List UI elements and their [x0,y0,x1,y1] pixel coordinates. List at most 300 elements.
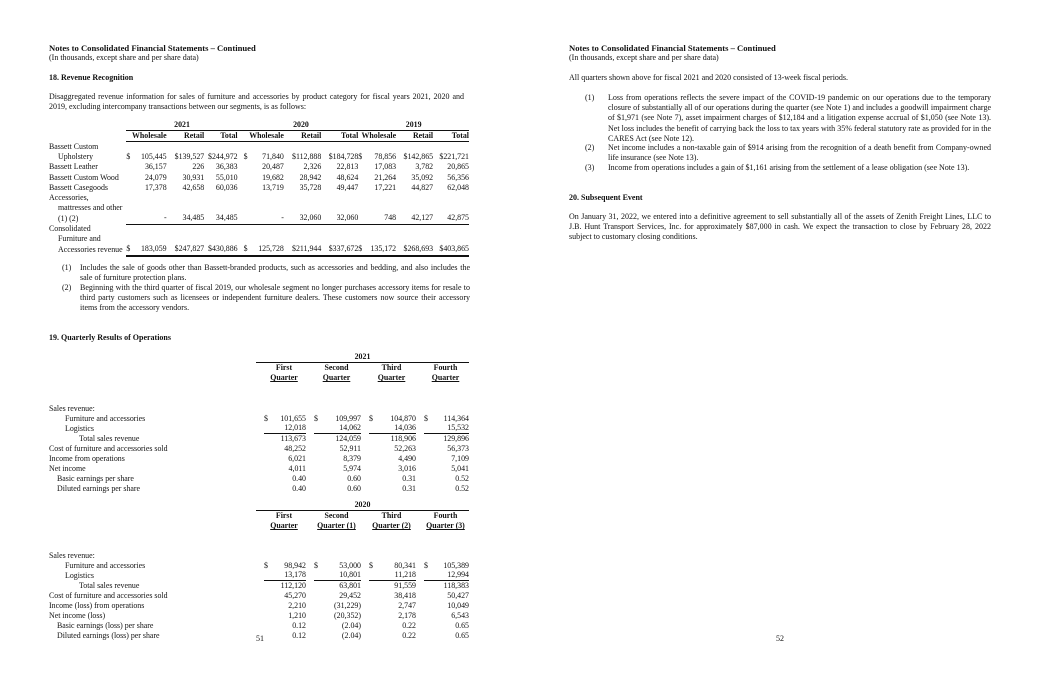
quarter-header [361,521,416,531]
quarterly-cell [361,551,416,561]
quarterly-row [49,581,469,591]
spacer [49,352,256,363]
quarterly-cell-value: 2,210 [288,601,306,611]
quarterly-cell [256,423,306,434]
quarterly-cell [361,423,416,434]
rev-cell-value: 42,875 [447,213,469,223]
quarterly-cell-value: 0.31 [402,473,416,483]
rev-cell [167,203,205,213]
quarterly-cell [361,570,416,581]
rev-cell [358,152,396,162]
rev-cell [358,173,396,183]
rev-cell-value: $184,728 [328,152,359,162]
quarterly-cell-value: 50,427 [447,591,469,601]
quarterly-row [49,434,469,444]
quarterly-cell-value: 45,270 [284,591,306,601]
cell-inner [424,631,469,641]
footnote-text: Beginning with the third quarter of fiscal 2019, our wholesale segment no longer purchases accessory items for resale to third party customers such as licensees or independent furniture dealers. These customers now source their accessory items from the accessory vendors. [80,283,470,313]
quarterly-cell [256,561,306,571]
quarterly-cell [361,474,416,484]
rev-cell-value: 71,840 [262,152,284,162]
rev-cell [126,152,166,162]
quarterly-cell-value: 56,373 [447,444,469,454]
quarter-header-text: Quarter [322,373,351,383]
quarter-header-text: Second [324,363,349,373]
cell-inner [369,581,416,591]
quarterly-cell [361,414,416,424]
rev-table-row [49,152,469,162]
rev-cell [433,244,469,255]
quarterly-cell [361,561,416,571]
quarterly-footnote-3 [585,163,991,173]
quarterly-row [49,621,469,631]
rev-cell [284,152,321,162]
quarterly-cell-value: 0.60 [347,473,361,483]
cell-inner [264,464,306,474]
cell-inner [314,414,361,424]
rev-cell [433,224,469,234]
quarterly-cell [416,444,469,454]
quarterly-cell [306,414,361,424]
rev-cell [204,183,243,193]
rev-cell-value: 3,782 [415,162,434,172]
rev-cell [204,203,243,213]
rev-cell-value: 49,447 [336,182,359,192]
quarterly-cell-value: 52,911 [339,444,361,454]
rev-row-label: Accessories, [49,192,89,202]
quarterly-cell-value: 129,896 [443,434,469,444]
quarterly-cell [256,601,306,611]
rev-col-header: Wholesale [126,131,166,142]
left-header-subtitle: (In thousands, except share and per share data) [49,53,199,62]
footnote-text: Income from operations includes a gain of $1,161 arising from the settlement of a lease obligation (see Note 13). [608,163,970,172]
right-header-title: Notes to Consolidated Financial Statements – Continued [569,43,776,53]
dollar-sign: $ [358,244,363,254]
quarter-header [306,521,361,531]
right-page [520,0,1040,673]
rev-cell [358,162,396,172]
rev-cell [126,173,166,183]
quarterly-cell-value: (2.04) [341,620,361,630]
cell-inner [424,611,469,621]
rev-cell [284,142,321,152]
rev-cell [396,213,433,224]
cell-inner [314,611,361,621]
cell-inner [314,570,361,581]
quarterly-cell [256,591,306,601]
cell-inner [264,631,306,641]
quarterly-cell-value: (31,229) [334,601,361,611]
quarterly-cell [306,484,361,494]
rev-cell-value: 183,059 [140,244,167,254]
rev-cell [396,173,433,183]
quarter-header-text: Second [324,511,349,521]
quarterly-cell [361,621,416,631]
section-19-title: 19. Quarterly Results of Operations [49,333,171,342]
quarterly-cell [306,570,361,581]
spacer [49,500,256,511]
rev-cell-value: $430,886 [208,244,238,254]
quarter-header-text: Quarter [431,373,460,383]
quarterly-cell [306,601,361,611]
quarterly-cell-value: 105,389 [443,560,469,570]
cell-inner [369,621,416,631]
rev-cell [167,183,205,193]
quarterly-cell-value: 15,532 [447,423,469,433]
rev-col-header: Wholesale [244,131,284,142]
cell-inner [314,591,361,601]
rev-cell [396,224,433,234]
rev-row-label: Bassett Custom [49,141,99,151]
rev-cell-value: 48,624 [336,172,359,182]
footnote-marker: (3) [585,163,595,172]
quarterly-row [49,404,469,414]
footnote-18-2 [62,283,470,314]
right-header-subtitle: (In thousands, except share and per share data) [569,53,719,62]
footnote-marker: (2) [585,143,595,152]
section-20-text: On January 31, 2022, we entered into a definitive agreement to sell substantially all of the assets of Zenith Freight Lines, LLC to J.B. Hunt Transport Services, Inc. for approximately $87,000 in cash. We expect the transaction to close by February 28, 2022 subject to customary closing conditions. [569,212,991,242]
rev-cell-value: $221,721 [439,152,469,162]
quarterly-cell [256,474,306,484]
quarterly-header-row [49,363,469,374]
rev-cell [284,162,321,172]
cell-inner [369,454,416,464]
quarter-header-text: First [275,511,293,521]
quarterly-cell-value: 0.12 [292,620,306,630]
quarterly-cell [416,551,469,561]
quarter-header [416,521,469,531]
quarterly-cell-value: 10,049 [447,601,469,611]
quarterly-cell [256,414,306,424]
rev-cell [126,244,166,255]
rev-cell [433,183,469,193]
rev-cell [321,193,358,203]
quarterly-cell-value: 7,109 [451,454,469,464]
rev-table-row [49,224,469,234]
quarter-header-text: Quarter (3) [426,521,465,531]
dollar-sign: $ [424,560,428,570]
cell-inner [264,601,306,611]
rev-cell [396,193,433,203]
footnote-text: Net income includes a non-taxable gain of $914 arising from the recognition of a death benefit from Company-owned life insurance (see Note 13). [608,143,991,163]
rev-cell [126,193,166,203]
quarterly-cell-value: 12,994 [447,570,469,580]
cell-inner [369,474,416,484]
rev-col-header: Retail [396,131,433,142]
quarter-header [416,511,469,522]
quarterly-cell [306,561,361,571]
quarterly-cell-value: 112,120 [280,581,306,591]
rev-cell [321,162,358,172]
quarterly-row [49,444,469,454]
rev-cell-value: 35,728 [299,182,322,192]
quarter-header-text: Quarter [270,521,298,531]
quarterly-cell-value: 3,016 [398,464,416,474]
rev-cell [358,224,396,234]
quarterly-cell-value: 0.52 [455,473,469,483]
rev-cell-value: 35,092 [411,172,434,182]
quarterly-row-label: Total sales revenue [79,581,140,591]
quarter-header [361,363,416,374]
quarterly-row-label: Income from operations [49,454,125,464]
rev-cell [167,193,205,203]
rev-cell-value: - [164,213,167,223]
quarterly-row-label: Sales revenue: [49,550,95,560]
quarterly-cell [306,423,361,434]
rev-cell-value: 748 [384,213,397,223]
quarterly-cell [361,611,416,621]
quarter-header-text: Third [381,511,402,521]
footnote-text: Includes the sale of goods other than Bassett-branded products, such as accessories and bedding, and also includes the sale of furniture protection plans. [80,263,470,283]
rev-cell [396,183,433,193]
rev-cell-value: 30,931 [182,172,205,182]
quarterly-cell-value: 0.12 [292,630,306,640]
quarterly-cell [306,631,361,641]
rev-cell [358,193,396,203]
rev-cell [204,234,243,244]
cell-inner [264,561,306,571]
cell-inner [314,464,361,474]
rev-table-row [49,193,469,203]
quarterly-cell [306,464,361,474]
section-20-title: 20. Subsequent Event [569,193,643,202]
cell-inner [369,570,416,581]
quarterly-cell [416,601,469,611]
spacer-row [49,532,469,551]
quarterly-header-row [49,373,469,383]
quarterly-row [49,601,469,611]
quarterly-cell [256,444,306,454]
quarterly-cell [256,454,306,464]
cell-inner [424,561,469,571]
rev-cell [204,193,243,203]
rev-cell [204,244,243,255]
quarter-header [306,363,361,374]
quarterly-cell-value: 29,452 [339,591,361,601]
quarterly-cell-value: 113,673 [280,434,306,444]
quarter-header-text: Fourth [433,363,458,373]
quarterly-cell-value: 114,364 [443,413,469,423]
cell-inner [369,414,416,424]
rev-row-label: Bassett Leather [49,162,98,172]
rev-table-row [49,203,469,213]
cell-inner [369,631,416,641]
rev-year-2019: 2019 [358,120,469,131]
quarter-header-text: Quarter [270,373,298,383]
rev-cell [433,213,469,224]
quarterly-cell-value: 0.22 [402,630,416,640]
quarterly-cell-value: 53,000 [339,560,361,570]
cell-inner [424,414,469,424]
quarterly-cell [416,464,469,474]
rev-table-row [49,234,469,244]
quarterly-cell [361,484,416,494]
quarter-header-text: Fourth [433,511,458,521]
rev-cell-value: 32,060 [299,213,322,223]
rev-col-header: Total [321,131,358,142]
rev-cell-value: 60,036 [215,182,238,192]
rev-year-2020: 2020 [244,120,359,131]
quarterly-cell [416,581,469,591]
rev-cell [126,162,166,172]
rev-cell [321,152,358,162]
spacer [49,511,256,522]
cell-inner [369,561,416,571]
rev-col-header: Total [433,131,469,142]
spacer [49,363,256,374]
quarterly-row [49,484,469,494]
dollar-sign: $ [243,244,248,254]
quarterly-cell [361,444,416,454]
rev-cell [244,234,284,244]
quarterly-cell [416,484,469,494]
quarterly-row-label: Diluted earnings (loss) per share [57,630,160,640]
rev-cell [284,193,321,203]
cell-inner [314,454,361,464]
quarterly-cell [416,561,469,571]
quarterly-cell [416,404,469,414]
quarter-header-text: Third [381,363,402,373]
rev-cell [204,152,243,162]
quarterly-row [49,561,469,571]
quarterly-row-label: Furniture and accessories [65,413,146,423]
rev-cell-value: $211,944 [292,244,322,254]
rev-cell [126,224,166,234]
quarterly-row [49,423,469,434]
quarterly-footnote-2 [585,143,991,163]
quarterly-cell [361,581,416,591]
cell-inner [314,423,361,434]
quarterly-cell [416,591,469,601]
cell-inner [424,444,469,454]
rev-cell [396,244,433,255]
rev-cell [204,173,243,183]
quarter-header [306,511,361,522]
cell-inner [424,601,469,611]
quarterly-cell-value: 0.65 [455,620,469,630]
quarterly-row-label: Total sales revenue [79,434,140,444]
rev-cell-value: 21,264 [374,172,397,182]
quarterly-row [49,454,469,464]
rev-cell [321,224,358,234]
cell-inner [424,464,469,474]
rev-cell [358,213,396,224]
page-number-left: 51 [256,634,264,643]
rev-cell [167,142,205,152]
rev-cell-value: 62,048 [447,182,469,192]
dollar-sign: $ [369,560,373,570]
rev-cell-value: 135,172 [370,244,397,254]
quarterly-cell-value: 8,379 [343,454,361,464]
rev-col-header: Wholesale [358,131,396,142]
rev-cell [167,162,205,172]
rev-cell-value: 226 [192,162,205,172]
quarterly-row-label: Cost of furniture and accessories sold [49,444,168,454]
cell-inner [314,601,361,611]
rev-row-label: Bassett Custom Wood [49,172,119,182]
quarterly-cell-value: 11,218 [394,570,416,580]
rev-cell [433,142,469,152]
rev-cell-value: 24,079 [144,172,167,182]
rev-cell [358,244,396,255]
quarterly-row-label: Furniture and accessories [65,560,146,570]
rev-cell-value: 32,060 [336,213,359,223]
quarterly-year-row [49,500,469,511]
dollar-sign: $ [358,152,363,162]
quarter-header [256,521,306,531]
rev-cell [433,173,469,183]
quarterly-year-2020: 2020 [256,500,469,511]
quarterly-cell [416,631,469,641]
cell-inner [314,434,361,444]
quarterly-cell [416,414,469,424]
quarterly-cell [306,551,361,561]
rev-cell [433,152,469,162]
rev-table-row [49,183,469,193]
quarterly-cell [306,621,361,631]
quarterly-row [49,414,469,424]
quarterly-cell-value: 63,801 [339,581,361,591]
cell-inner [424,581,469,591]
quarterly-row-label: Income (loss) from operations [49,601,145,611]
quarterly-cell [306,404,361,414]
quarterly-cell [416,570,469,581]
rev-cell [284,213,321,224]
quarterly-row [49,611,469,621]
quarterly-cell [361,464,416,474]
rev-row-label: Consolidated [49,224,91,234]
cell-inner [264,621,306,631]
cell-inner [369,444,416,454]
rev-cell [396,162,433,172]
rev-cell [321,173,358,183]
quarterly-cell [361,404,416,414]
footnote-marker: (1) [585,93,595,102]
quarterly-row-label: Net income [49,464,86,474]
rev-table-row [49,142,469,152]
rev-cell [204,162,243,172]
quarterly-cell [256,404,306,414]
quarterly-footnote-1 [585,93,991,144]
rev-cell [358,234,396,244]
cell-inner [314,581,361,591]
rev-cell-value: 28,942 [299,172,322,182]
dollar-sign: $ [243,152,248,162]
rev-cell-value: 20,487 [262,162,284,172]
cell-inner [424,434,469,444]
dollar-sign: $ [126,244,131,254]
quarterly-cell-value: 109,997 [335,413,361,423]
rev-cell [284,244,321,255]
quarterly-cell-value: 0.40 [292,483,306,493]
quarterly-cell-value: 101,655 [280,413,306,423]
quarterly-cell-value: 0.65 [455,630,469,640]
cell-inner [369,484,416,494]
quarterly-table-2020 [49,500,469,641]
rev-cell-value: $244,972 [208,152,238,162]
revenue-table [49,120,469,257]
quarters-note: All quarters shown above for fiscal 2021 and 2020 consisted of 13-week fiscal periods. [569,73,849,82]
quarterly-row-label: Logistics [65,570,94,580]
quarterly-row-label: Basic earnings (loss) per share [57,620,154,630]
rev-cell-value: $142,865 [403,152,434,162]
quarterly-cell-value: 38,418 [394,591,416,601]
rev-cell-value: 44,827 [411,182,434,192]
cell-inner [264,570,306,581]
rev-cell [396,152,433,162]
rev-cell [244,213,284,224]
quarter-header [416,373,469,383]
